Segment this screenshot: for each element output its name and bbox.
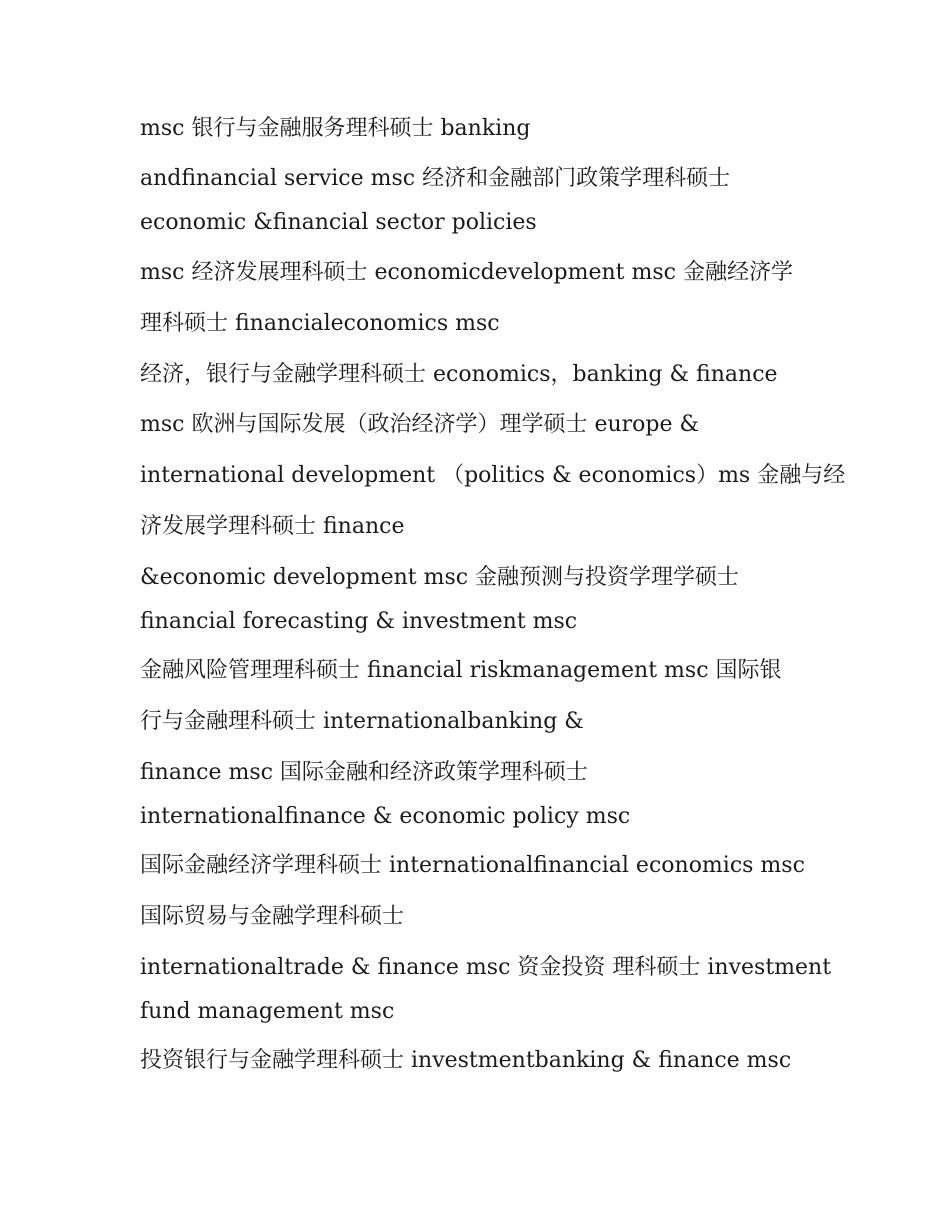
text-line: financial forecasting & investment msc <box>140 609 578 634</box>
text-line: 理科硕士 financialeconomics msc <box>140 311 500 336</box>
text-line: 国际贸易与金融学理科硕士 <box>140 904 405 929</box>
text-line: internationaltrade & finance msc 资金投资 理科硕士 investment <box>140 955 832 980</box>
text-line: 济发展学理科硕士 finance <box>140 514 405 539</box>
text-line: finance msc 国际金融和经济政策学理科硕士 <box>140 760 588 785</box>
text-line: 国际金融经济学理科硕士 internationalfinancial economics msc <box>140 853 805 878</box>
text-line: internationalfinance & economic policy msc <box>140 804 631 829</box>
text-line: andfinancial service msc 经济和金融部门政策学理科硕士 <box>140 166 731 191</box>
text-line: &economic development msc 金融预测与投资学理学硕士 <box>140 565 740 590</box>
text-line: fund management msc <box>140 999 395 1024</box>
text-line: international development （politics & economics）ms 金融与经 <box>140 463 846 488</box>
text-line: msc 经济发展理科硕士 economicdevelopment msc 金融经济学 <box>140 260 793 285</box>
text-line: 投资银行与金融学理科硕士 investmentbanking & finance msc <box>140 1048 792 1073</box>
text-line: msc 欧洲与国际发展（政治经济学）理学硕士 europe & <box>140 412 700 437</box>
text-line: 行与金融理科硕士 internationalbanking & <box>140 709 584 734</box>
text-line: economic &financial sector policies <box>140 210 537 235</box>
text-line: msc 银行与金融服务理科硕士 banking <box>140 116 531 141</box>
text-line: 金融风险管理理科硕士 financial riskmanagement msc 国际银 <box>140 658 782 683</box>
text-line: 经济，银行与金融学理科硕士 economics，banking & finance <box>140 362 778 387</box>
